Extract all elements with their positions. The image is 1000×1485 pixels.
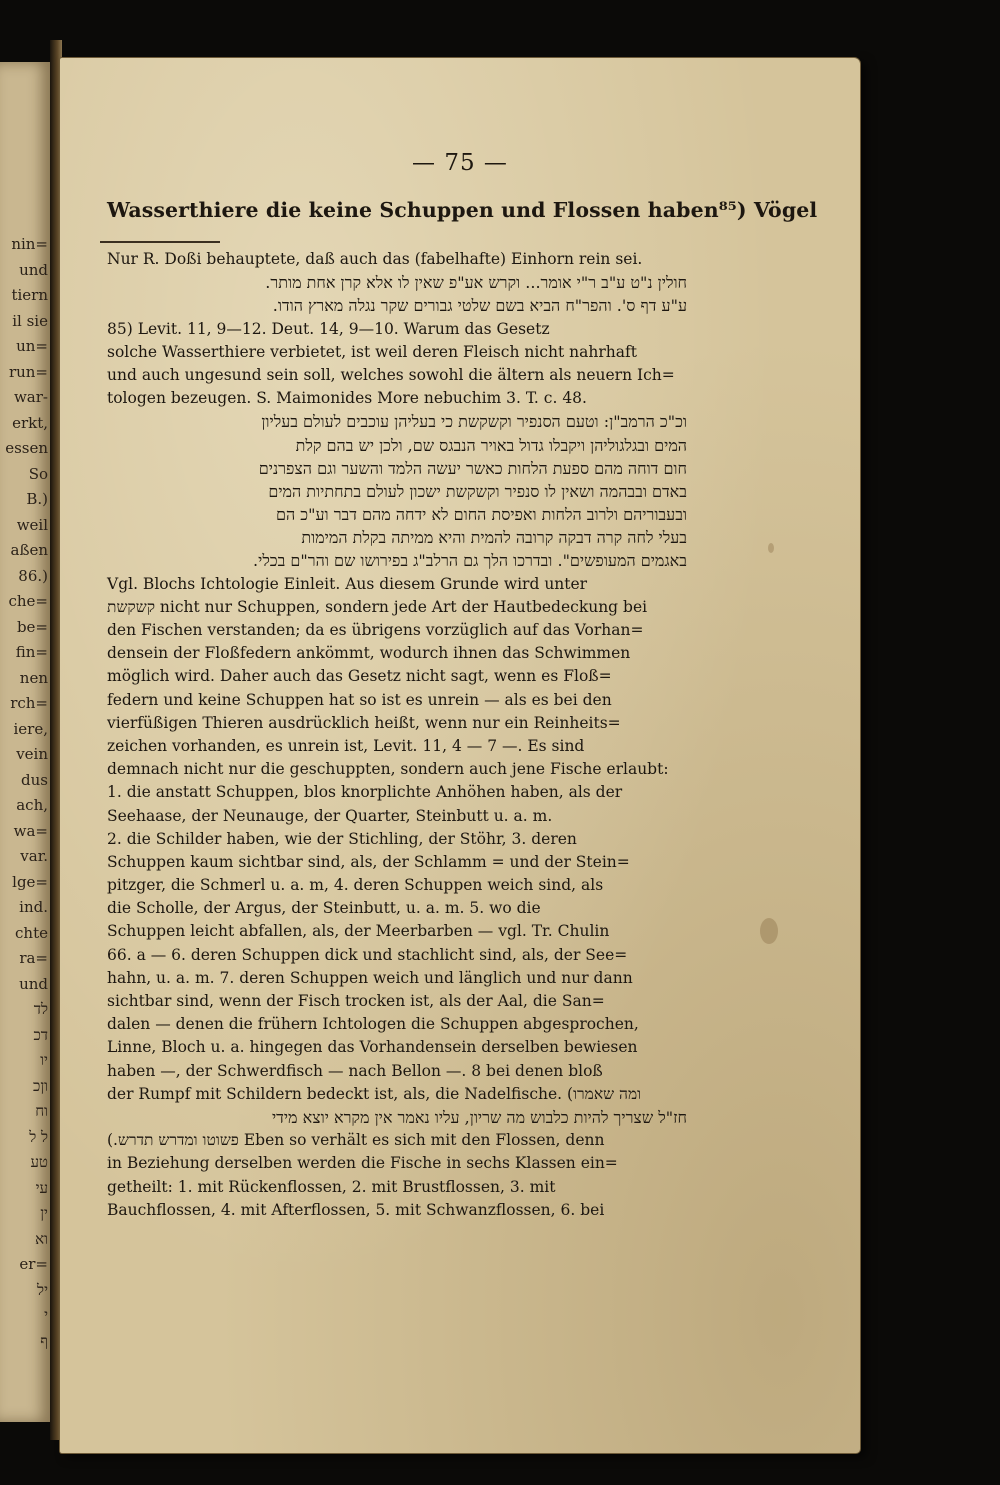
- left-margin-fragment: rch=: [10, 694, 48, 712]
- footnote-line: hahn, u. a. m. 7. deren Schuppen weich und länglich und nur dann: [107, 968, 633, 987]
- left-margin-fragment: aßen: [10, 541, 48, 559]
- footnote-line: sichtbar sind, wenn der Fisch trocken ist, als der Aal, die San=: [107, 992, 605, 1010]
- footnote-line: חום דוחה מהם ספעת הלחות כאשר יעשה הלמד והשער וגם הצפרנים: [258, 458, 687, 478]
- footnote-line: solche Wasserthiere verbietet, ist weil deren Fleisch nicht nahrhaft: [107, 342, 637, 361]
- footnote-line: וכ"כ הרמב"ן: וטעם הסנפיר וקשקשת כי בעליהן עוכבים לעולם בעליון: [261, 412, 687, 432]
- left-margin-fragment: dus: [21, 770, 48, 789]
- book-page: [60, 58, 860, 1453]
- footnote-line: חולין נ"ט ע"ב ר"י אומר... וקרש אע"פ שאין לו אלא קרן אחת מותר.: [265, 273, 687, 293]
- paper-stain: [760, 918, 778, 944]
- footnote-line: die Scholle, der Argus, der Steinbutt, u. a. m. 5. wo die: [107, 899, 541, 918]
- footnote-line: 66. a — 6. deren Schuppen dick und stachlicht sind, als, der See=: [107, 945, 628, 964]
- left-margin-fragment: che=: [8, 592, 48, 610]
- left-margin-fragment: chte: [15, 923, 48, 942]
- footnote-line: dalen — denen die frühern Ichtologen die Schuppen abgesprochen,: [107, 1015, 639, 1034]
- left-margin-fragment: עי: [35, 1178, 48, 1197]
- left-margin-fragment: il sie: [12, 311, 48, 330]
- left-margin-fragment: י: [44, 1306, 48, 1324]
- footnote-line: המים ובגלגוליהן ויקבלו גדול באויר הנבגס שם, ולכן יש בהם קלת: [295, 435, 687, 455]
- footnote-line: und auch ungesund sein soll, welches sowohl die ältern als neuern Ich=: [107, 365, 675, 384]
- left-margin-fragment: un=: [16, 337, 48, 355]
- footnote-line: haben —, der Schwerdfisch — nach Bellon —. 8 bei denen bloß: [107, 1061, 603, 1080]
- left-margin-fragment: ind.: [19, 898, 48, 916]
- left-margin-fragment: וא: [35, 1229, 48, 1248]
- footnote-line: Schuppen kaum sichtbar sind, als, der Schlamm = und der Stein=: [107, 852, 630, 871]
- paper-stain: [768, 543, 774, 553]
- left-margin-fragment: לד: [33, 1000, 48, 1018]
- footnote-line: Nur R. Doßi behauptete, daß auch das (fabelhafte) Einhorn rein sei.: [107, 250, 643, 268]
- left-margin-fragment: und: [19, 974, 48, 993]
- footnote-line: getheilt: 1. mit Rückenflossen, 2. mit Brustflossen, 3. mit: [107, 1177, 556, 1196]
- footnote-line: möglich wird. Daher auch das Gesetz nicht sagt, wenn es Floß=: [107, 667, 612, 686]
- footnote-line: vierfüßigen Thieren ausdrücklich heißt, wenn nur ein Reinheits=: [107, 713, 621, 732]
- footnote-line: den Fischen verstanden; da es übrigens vorzüglich auf das Vorhan=: [107, 621, 644, 639]
- footnote-line: in Beziehung derselben werden die Fische in sechs Klassen ein=: [107, 1154, 618, 1173]
- left-margin-fragment: war-: [13, 388, 48, 406]
- footnote-line: demnach nicht nur die geschuppten, sondern auch jene Fische erlaubt:: [107, 760, 669, 779]
- footnote-line: חז"ל שצריך להיות כלבוש מה שריון, עליו נאמר אין מקרא יוצא מידי: [271, 1107, 687, 1127]
- left-margin-fragment: nen: [19, 668, 48, 687]
- left-margin-fragment: ף: [40, 1331, 48, 1350]
- footnote-line: tologen bezeugen. S. Maimonides More nebuchim 3. T. c. 48.: [107, 389, 587, 408]
- left-margin-fragment: lge=: [12, 872, 48, 891]
- page-number: — 75 —: [412, 150, 508, 176]
- footnotes: [107, 248, 687, 1222]
- footnote-line: Schuppen leicht abfallen, als, der Meerbarben — vgl. Tr. Chulin: [107, 922, 610, 941]
- footnote-line: באגמים המעופשים". ובדרכו הלך גם הרלב"ג בפירושו שם והר"ם בכלי.: [253, 551, 687, 571]
- left-margin-fragment: דכ: [33, 1025, 48, 1044]
- footnote-line: federn und keine Schuppen hat so ist es unrein — als es bei den: [107, 690, 612, 709]
- footnote-line: Linne, Bloch u. a. hingegen das Vorhandensein derselben bewiesen: [107, 1038, 638, 1057]
- left-margin-fragment: יו: [40, 1051, 48, 1069]
- left-margin-fragment: 86.): [18, 566, 48, 585]
- main-text-line: Wasserthiere die keine Schuppen und Flossen haben⁸⁵) Vögel: [107, 198, 818, 222]
- footnote-line: pitzger, die Schmerl u. a. m, 4. deren Schuppen weich sind, als: [107, 876, 604, 895]
- left-margin-fragment: fin=: [15, 643, 48, 661]
- footnote-line: Seehaase, der Neunauge, der Quarter, Steinbutt u. a. m.: [107, 806, 553, 825]
- left-margin-fragment: essen: [5, 439, 48, 457]
- footnote-line: באדם ובבהמה ושאין לו סנפיר וקשקשת ישכון לעולם בתחתיות המים: [268, 481, 687, 501]
- left-margin-fragment: be=: [16, 617, 48, 636]
- left-margin-fragment: ra=: [19, 949, 48, 967]
- footnote-line: (.פשוטו ומדרש תדרש Eben so verhält es sich mit den Flossen, denn: [107, 1131, 605, 1150]
- footnote-line: densein der Floßfedern ankömmt, wodurch ihnen das Schwimmen: [107, 644, 631, 663]
- left-margin-fragment: er=: [19, 1255, 48, 1273]
- left-margin-fragment: erkt,: [12, 413, 48, 432]
- left-margin-fragment: und: [19, 260, 48, 279]
- footnote-line: בעלי לחה קרה דבקה קרובה להמית והיא ממיתה בקלת המימות: [301, 528, 687, 548]
- left-margin-fragment: וח: [35, 1102, 48, 1120]
- footnote-line: ע"ע דף ס'. והפר"ח הביא בשם שלטי גבורים שקר נגלה מארץ הודו.: [272, 296, 687, 316]
- footnote-line: Bauchflossen, 4. mit Afterflossen, 5. mit Schwanzflossen, 6. bei: [107, 1200, 605, 1219]
- left-margin-fragment: יל: [37, 1280, 48, 1299]
- left-margin-fragment: טע: [30, 1153, 48, 1171]
- left-margin-fragment: var.: [20, 847, 48, 865]
- left-margin-fragment: B.): [26, 490, 48, 508]
- left-margin-fragment: wa=: [13, 821, 48, 840]
- left-margin-fragment: run=: [8, 362, 48, 381]
- left-margin-fragment: nin=: [11, 235, 48, 253]
- footnote-line: 2. die Schilder haben, wie der Stichling, der Stöhr, 3. deren: [107, 829, 577, 848]
- left-margin-fragment: iere,: [13, 719, 48, 738]
- footnote-line: der Rumpf mit Schildern bedeckt ist, als, die Nadelfische. (ומה שאמרו: [107, 1084, 642, 1103]
- footnote-line: Vgl. Blochs Ichtologie Einleit. Aus diesem Grunde wird unter: [107, 574, 588, 593]
- left-margin-fragment: וןכ: [33, 1076, 48, 1095]
- left-margin-fragment: So: [28, 464, 48, 483]
- footnote-line: zeichen vorhanden, es unrein ist, Levit. 11, 4 — 7 —. Es sind: [107, 736, 585, 755]
- left-margin-fragment: weil: [16, 515, 48, 534]
- footnote-line: ובעבוריהם ולרוב הלחות ואפיסת החום לא ידחה מהם דבר וע"כ הם: [276, 505, 687, 525]
- footnote-line: קשקשת nicht nur Schuppen, sondern jede Art der Hautbedeckung bei: [107, 597, 648, 616]
- left-margin-fragment: ין: [40, 1204, 48, 1222]
- footnote-rule: [100, 241, 220, 243]
- left-margin-fragment: ל ל: [29, 1127, 48, 1146]
- left-margin-fragment: vein: [16, 745, 48, 763]
- footnote-line: 1. die anstatt Schuppen, blos knorplichte Anhöhen haben, als der: [107, 783, 623, 802]
- left-margin-fragment: tiern: [11, 286, 48, 304]
- footnote-line: 85) Levit. 11, 9—12. Deut. 14, 9—10. Warum das Gesetz: [107, 319, 550, 338]
- left-page-edge: [0, 62, 50, 1422]
- left-margin-fragment: ach,: [16, 796, 48, 814]
